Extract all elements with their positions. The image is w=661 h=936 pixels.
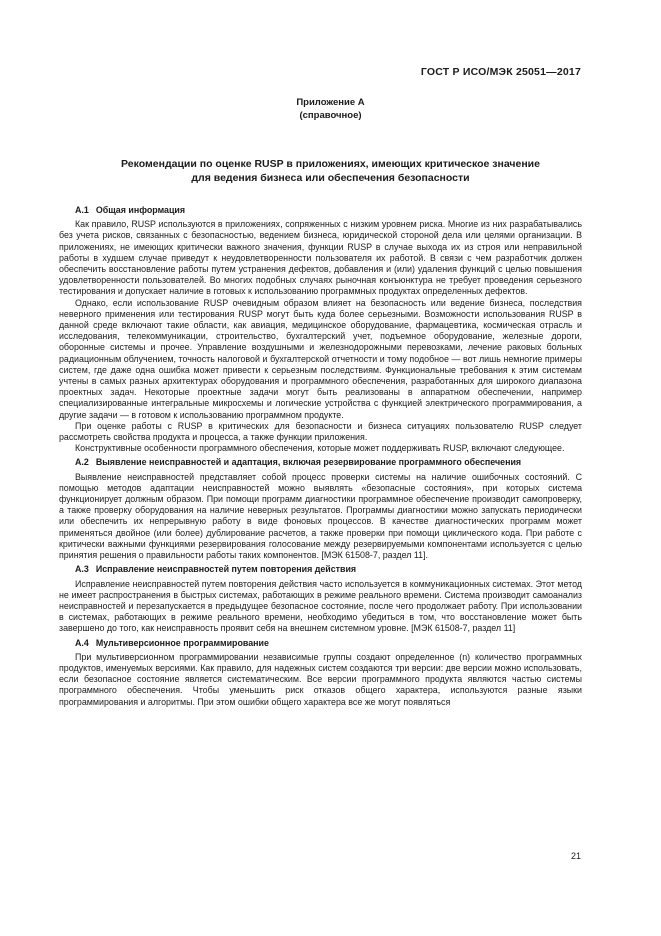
paragraph: Однако, если использование RUSP очевидным образом влияет на безопасность или ведение бизнеса, последствия неверного применения или тестирования RUSP могут быть куда более серьезными. Возможности использования RUSP в данной среде включают такие области, как авиация, медицинское оборудование, фармацевтика, космическая отрасль и исследования, телекоммуникации, строительство, бухгалтерский учет, подъемное оборудование, железные дороги, оборонные системы и прочее. Управление воздушными и железнодорожными перевозками, лечение раковых больных радиационным облучением, точность налоговой и бухгалтерской отчетности и тому подобное — вот лишь немногие примеры систем, где даже одна ошибка может привести к серьезным последствиям. Функциональные требования к этим системам учтены в самых разных архитектурах оборудования и программного обеспечения, разработанных для широкого диапазона проектных задач. Некоторые проектные задачи могут быть реализованы в аппаратном обеспечении, например специализированные интегральные микросхемы и логические устройства с функцией электрического программирования, а другие задачи — в готовом к использованию программном продукте. bbox=[59, 297, 582, 420]
document-body bbox=[59, 205, 582, 708]
paragraph: Исправление неисправностей путем повторения действия часто используется в коммуникационных системах. Этот метод не имеет распространения в быстрых системах, работающих в режиме реального времени. Система производит самоанализ неисправностей и перезапускается в предыдущее безопасное состояние, после чего продолжает работу. При использовании в системах, работающих в режиме реального времени, необходимо убедиться в том, что восстановление может быть завершено до того, как неисправность проявит себя на внешнем системном уровне. [МЭК 61508-7, раздел 11] bbox=[59, 578, 582, 634]
page-number: 21 bbox=[570, 851, 581, 861]
document-title-line-2: для ведения бизнеса или обеспечения безопасности bbox=[191, 172, 470, 184]
appendix-heading bbox=[0, 96, 661, 122]
appendix-type: (справочное) bbox=[299, 110, 362, 121]
paragraph: Конструктивные особенности программного обеспечения, которые может поддерживать RUSP, включают следующее. bbox=[75, 443, 565, 454]
document-title bbox=[60, 157, 601, 185]
appendix-title: Приложение А bbox=[296, 97, 365, 108]
section-heading: A.4 Мультиверсионное программирование bbox=[75, 637, 269, 648]
standard-header: ГОСТ Р ИСО/МЭК 25051—2017 bbox=[420, 66, 581, 78]
section-heading: A.2 Выявление неисправностей и адаптация, включая резервирование программного обеспечения bbox=[75, 457, 522, 468]
paragraph: При оценке работы с RUSP в критических для безопасности и бизнеса ситуациях пользователю RUSP следует рассмотреть свойства продукта и процесса, а также функции приложения. bbox=[59, 420, 582, 443]
paragraph: Как правило, RUSP используются в приложениях, сопряженных с низким уровнем риска. Многие из них разрабатывались без учета рисков, связанных с безопасностью, ведением бизнеса, юридической стороной дела или целями организации. В приложениях, не имеющих критически важного значения, функции RUSP в случае выхода их из строя или неправильной работы в худшем случае приведут к неудовлетворенности пользователя их работой. В связи с чем разработчик должен обеспечить восстановление работы путем устранения дефектов, добавления и (или) удаления функций с целью повышения удовлетворенности пользователей. Во многих подобных случаях рыночная конъюнктура не требует проведения серьезного тестирования и допускает наличие в готовых к использованию программных продуктах определенных дефектов. bbox=[59, 219, 582, 297]
section-heading: A.3 Исправление неисправностей путем повторения действия bbox=[75, 564, 357, 575]
paragraph: Выявление неисправностей представляет собой процесс проверки системы на наличие ошибочных состояний. С помощью методов адаптации неисправностей можно выявлять «безопасные состояния», при которых система функционирует должным образом. При помощи программ диагностики программное обеспечение производит самопроверку, а также проверку оборудования на наличие неверных результатов. Программы диагностики можно запускать периодически или обеспечить их непрерывную работу в виде фоновых процессов. В качестве диагностических программ может применяться двойное (или более) дублирование расчетов, а также проверки при помощи циклического кода. При работе с критически важными функциями резервирования голосование между резервируемыми компонентами используется с целью принятия решения о правильности работы таких компонентов. [МЭК 61508-7, раздел 11]. bbox=[59, 471, 582, 561]
document-title-line-1: Рекомендации по оценке RUSP в приложениях, имеющих критическое значение bbox=[121, 158, 540, 170]
section-heading: A.1 Общая информация bbox=[75, 205, 186, 215]
paragraph: При мультиверсионном программировании независимые группы создают определенное (n) количество программных продуктов, именуемых версиями. Как правило, для надежных систем создаются три версии: две версии можно использовать, если безопасное состояние является систематическим. Все версии программного продукта являются частью системы программного обеспечения. Чтобы уменьшить риск отказов общего характера, используются разные языки программирования и алгоритмы. При этом ошибки общего характера все же могут появляться bbox=[59, 651, 582, 707]
